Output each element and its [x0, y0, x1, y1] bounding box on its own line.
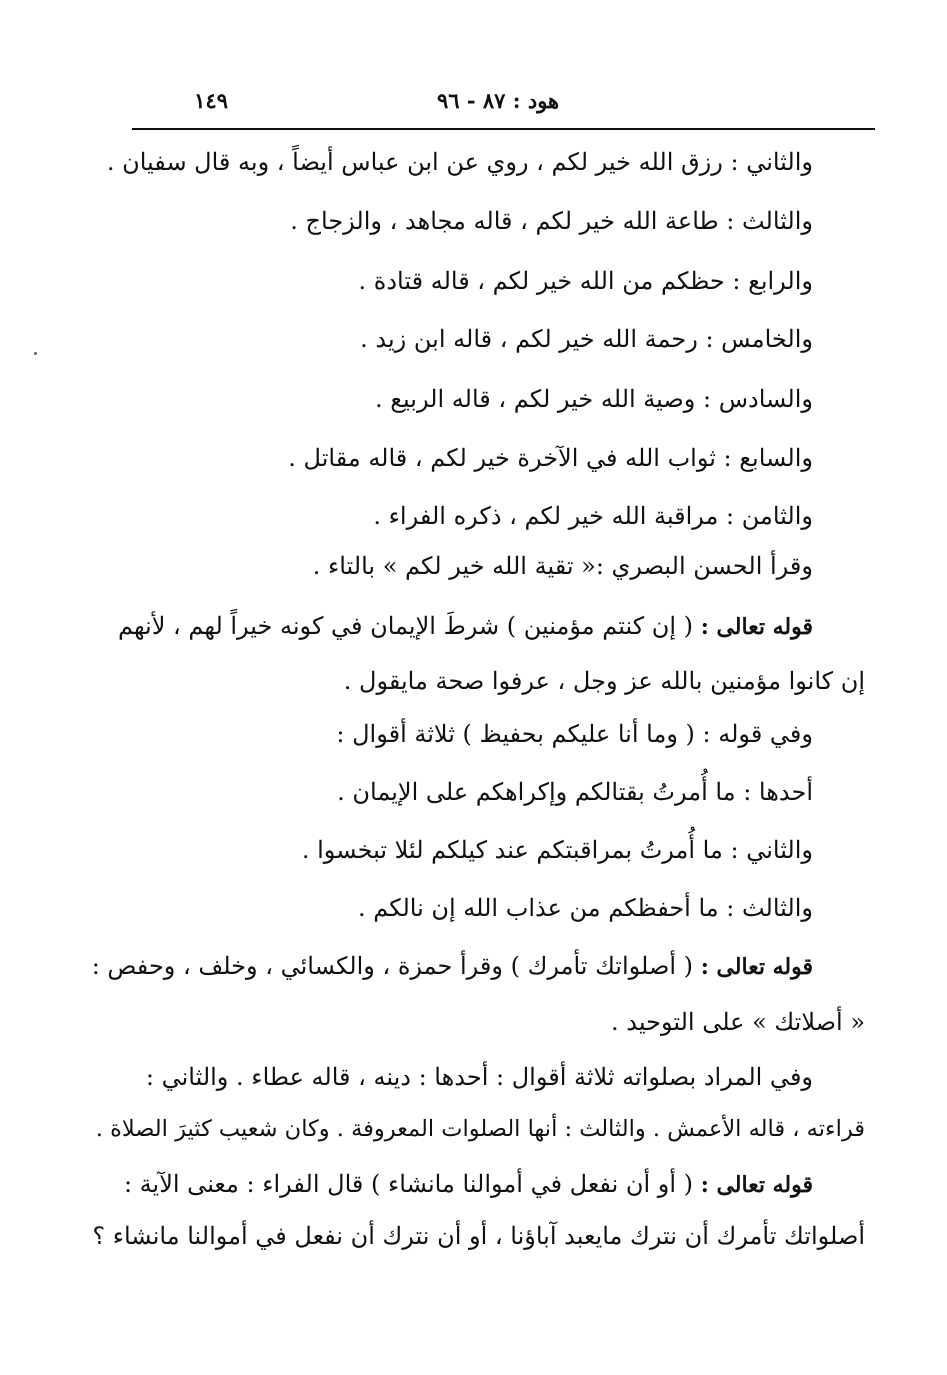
text-line: والثاني : ما أُمرتُ بمراقبتكم عند كيلكم لئلا تبخسوا .: [301, 836, 813, 864]
verse-lead-in: قوله تعالى :: [700, 954, 813, 980]
text-line: والسادس : وصية الله خير لكم ، قاله الربيع .: [374, 385, 813, 413]
text-line: [92, 950, 813, 983]
text-line: والخامس : رحمة الله خير لكم ، قاله ابن زيد .: [360, 325, 813, 353]
text-run: ( أصلواتك تأمرك ) وقرأ حمزة ، والكسائي ، وخلف ، وحفص :: [91, 952, 694, 980]
margin-dot: [34, 352, 37, 355]
text-line: إن كانوا مؤمنين بالله عز وجل ، عرفوا صحة مايقول .: [343, 667, 865, 695]
text-line: وقرأ الحسن البصري :« تقية الله خير لكم » بالتاء .: [312, 552, 813, 580]
text-line: والثالث : ما أحفظكم من عذاب الله إن نالكم .: [357, 894, 813, 922]
text-run: ( إن كنتم مؤمنين ) شرطَ الإيمان في كونه خيراً لهم ، لأنهم: [118, 612, 694, 640]
text-line: وفي المراد بصلواته ثلاثة أقوال : أحدها : دينه ، قاله عطاء . والثاني :: [145, 1063, 813, 1091]
text-line: والثامن : مراقبة الله خير لكم ، ذكره الفراء .: [373, 502, 813, 530]
page-number: ١٤٩: [194, 88, 228, 113]
header-rule: [132, 128, 875, 130]
text-line: والثالث : طاعة الله خير لكم ، قاله مجاهد ، والزجاج .: [290, 207, 813, 235]
verse-lead-in: قوله تعالى :: [700, 1172, 813, 1198]
text-line: أصلواتك تأمرك أن نترك مايعبد آباؤنا ، أو أن نترك أن نفعل في أموالنا مانشاء ؟: [92, 1222, 865, 1250]
page-header: [132, 88, 875, 116]
text-line: « أصلاتك » على التوحيد .: [611, 1008, 865, 1036]
text-line: وفي قوله : ( وما أنا عليكم بحفيظ ) ثلاثة أقوال :: [336, 720, 813, 748]
text-line: والثاني : رزق الله خير لكم ، روي عن ابن عباس أيضاً ، وبه قال سفيان .: [106, 148, 813, 176]
text-line: أحدها : ما أُمرتُ بقتالكم وإكراهكم على الإيمان .: [337, 778, 813, 806]
verse-lead-in: قوله تعالى :: [700, 614, 813, 640]
text-line: [124, 1168, 813, 1201]
text-line: والسابع : ثواب الله في الآخرة خير لكم ، قاله مقاتل .: [288, 444, 813, 472]
running-head: هود : ٨٧ - ٩٦: [437, 88, 560, 113]
text-line: والرابع : حظكم من الله خير لكم ، قاله قتادة .: [358, 267, 813, 295]
text-line: قراءته ، قاله الأعمش . والثالث : أنها الصلوات المعروفة . وكان شعيب كثيرَ الصلاة .: [95, 1116, 865, 1142]
text-line: [118, 610, 813, 643]
text-run: ( أو أن نفعل في أموالنا مانشاء ) قال الفراء : معنى الآية :: [123, 1170, 694, 1198]
